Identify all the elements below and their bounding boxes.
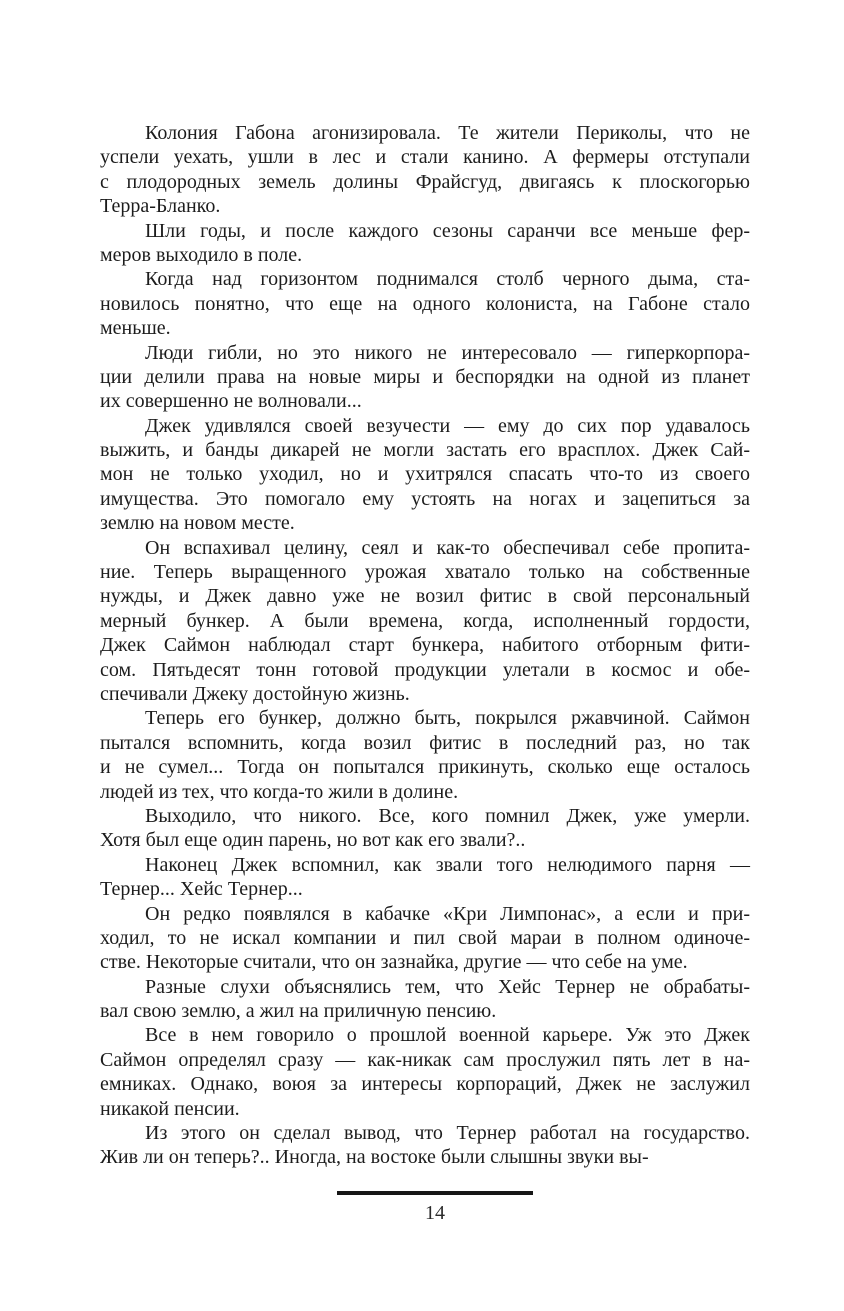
paragraph <box>100 1121 750 1170</box>
text-line: ние. Теперь выращенного урожая хватало только на собственные <box>100 561 750 584</box>
text-line: Теперь его бункер, должно быть, покрылся ржавчиной. Саймон <box>145 707 750 730</box>
text-line: ходил, то не искал компании и пил свой мараи в полном одиноче- <box>100 926 750 949</box>
paragraph <box>100 267 750 340</box>
text-line: и не сумел... Тогда он попытался прикинуть, сколько еще осталось <box>100 756 750 779</box>
text-line: Джек Саймон наблюдал старт бункера, набитого отборным фити- <box>100 634 750 657</box>
text-line: их совершенно не волновали... <box>100 390 362 413</box>
text-line: Люди гибли, но это никого не интересовало — гиперкорпора- <box>145 341 750 364</box>
paragraph <box>100 853 750 902</box>
paragraph <box>100 121 750 219</box>
paragraph <box>100 414 750 536</box>
paragraph <box>100 341 750 414</box>
text-line: Терра-Бланко. <box>100 195 221 218</box>
paragraph <box>100 536 750 707</box>
text-line: Разные слухи объяснялись тем, что Хейс Тернер не обрабаты- <box>145 975 750 998</box>
text-line: Хотя был еще один парень, но вот как его звали?.. <box>100 829 526 852</box>
paragraph <box>100 975 750 1024</box>
text-line: имущества. Это помогало ему устоять на ногах и зацепиться за <box>100 487 750 510</box>
text-line: людей из тех, что когда-то жили в долине. <box>100 780 459 803</box>
text-line: Выходило, что никого. Все, кого помнил Джек, уже умерли. <box>145 804 750 827</box>
text-line: землю на новом месте. <box>100 512 295 535</box>
text-line: мерный бункер. А были времена, когда, исполненный гордости, <box>100 609 750 632</box>
text-line: спечивали Джеку достойную жизнь. <box>100 682 410 705</box>
page-footer <box>337 1191 533 1224</box>
text-line: Колония Габона агонизировала. Те жители Периколы, что не <box>145 122 750 144</box>
paragraph <box>100 1023 750 1121</box>
page-text <box>100 121 750 1170</box>
text-line: Джек удивлялся своей везучести — ему до сих пор удавалось <box>145 414 750 437</box>
text-line: никакой пенсии. <box>100 1097 240 1120</box>
text-line: Жив ли он теперь?.. Иногда, на востоке были слышны звуки вы- <box>100 1146 649 1169</box>
text-line: вал свою землю, а жил на приличную пенсию. <box>100 1000 497 1023</box>
text-line: меров выходило в поле. <box>100 243 303 266</box>
text-line: выжить, и банды дикарей не могли застать его врасплох. Джек Сай- <box>100 439 750 462</box>
page-number: 14 <box>425 1202 445 1224</box>
text-line: меньше. <box>100 317 171 340</box>
text-line: Он вспахивал целину, сеял и как-то обеспечивал себе пропита- <box>145 536 750 559</box>
text-line: стве. Некоторые считали, что он зазнайка, другие — что себе на уме. <box>100 951 688 974</box>
text-line: Когда над горизонтом поднимался столб черного дыма, ста- <box>145 268 750 291</box>
text-line: ции делили права на новые миры и беспорядки на одной из планет <box>100 365 750 388</box>
footer-rule <box>337 1191 533 1195</box>
text-line: Тернер... Хейс Тернер... <box>100 878 303 901</box>
text-line: Шли годы, и после каждого сезоны саранчи все меньше фер- <box>145 219 750 242</box>
text-line: Все в нем говорило о прошлой военной карьере. Уж это Джек <box>145 1024 750 1047</box>
paragraph <box>100 804 750 853</box>
text-line: Он редко появлялся в кабачке «Кри Лимпонас», а если и при- <box>145 902 750 925</box>
text-line: пытался вспомнить, когда возил фитис в последний раз, но так <box>100 731 750 754</box>
text-line: Наконец Джек вспомнил, как звали того нелюдимого парня — <box>145 853 750 876</box>
text-line: мон не только уходил, но и ухитрялся спасать что-то из своего <box>100 463 750 486</box>
text-line: сом. Пятьдесят тонн готовой продукции улетали в космос и обе- <box>100 658 750 681</box>
paragraph <box>100 219 750 268</box>
text-line: нужды, и Джек давно уже не возил фитис в свой персональный <box>100 585 750 608</box>
text-line: емниках. Однако, воюя за интересы корпораций, Джек не заслужил <box>100 1073 750 1096</box>
text-line: новилось понятно, что еще на одного колониста, на Габоне стало <box>100 292 750 315</box>
paragraph <box>100 706 750 804</box>
text-line: успели уехать, ушли в лес и стали канино. А фермеры отступали <box>100 146 750 169</box>
text-line: Саймон определял сразу — как-никак сам прослужил пять лет в на- <box>100 1048 750 1071</box>
text-line: с плодородных земель долины Фрайсгуд, двигаясь к плоскогорью <box>100 170 750 193</box>
paragraph <box>100 902 750 975</box>
text-line: Из этого он сделал вывод, что Тернер работал на государство. <box>145 1122 750 1145</box>
